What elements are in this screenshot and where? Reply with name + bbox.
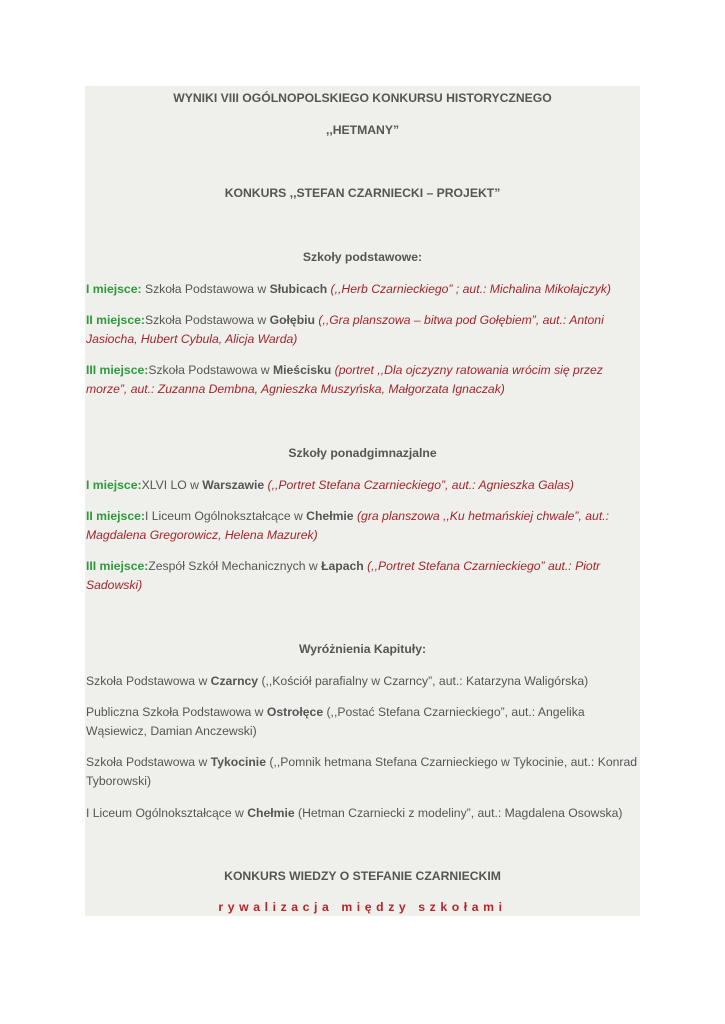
school-name: Zespół Szkół Mechanicznych w (148, 559, 322, 573)
honor-entry-2 (86, 703, 639, 741)
primary-entry-3 (86, 361, 639, 399)
school-name: I Liceum Ogólnokształcące w (86, 806, 248, 820)
honor-entry-3 (86, 753, 639, 791)
school-name: Szkoła Podstawowa w (86, 755, 211, 769)
section-heading-secondary: Szkoły ponadgimnazjalne (288, 446, 437, 460)
work-description: (Hetman Czarniecki z modeliny”, aut.: Magdalena Osowska) (294, 806, 623, 820)
town-name: Czarncy (210, 674, 259, 688)
place-label: II miejsce: (86, 313, 145, 327)
honor-entry-1 (86, 672, 639, 691)
school-name: Szkoła Podstawowa w (144, 313, 270, 327)
town-name: Ostrołęce (266, 705, 324, 719)
contest-heading-knowledge: KONKURS WIEDZY O STEFANIE CZARNIECKIM (224, 869, 501, 883)
document-page (85, 86, 640, 916)
work-description: (,,Kościół parafialny w Czarncy”, aut.: Katarzyna Waligórska) (258, 674, 589, 688)
section-heading-honors: Wyróżnienia Kapituły: (298, 642, 427, 656)
work-description: (,,Gra planszowa – bitwa pod Gołębiem”, aut.: Antoni Jasiocha, Hubert Cybula, Alicja Warda) (86, 313, 604, 346)
work-description: (,,Pomnik hetmana Stefana Czarnieckiego w Tykocinie, aut.: Konrad Tyborowski) (86, 755, 637, 788)
school-name: XLVI LO w (141, 478, 203, 492)
town-name: Łapach (321, 559, 364, 573)
results-title: WYNIKI VIII OGÓLNOPOLSKIEGO KONKURSU HISTORYCZNEGO (173, 91, 552, 105)
secondary-entry-2 (86, 507, 639, 545)
town-name: Chełmie (306, 509, 354, 523)
town-name: Warszawie (202, 478, 265, 492)
school-name: Publiczna Szkoła Podstawowa w (86, 705, 267, 719)
primary-entry-1 (86, 280, 639, 299)
work-description: (,,Portret Stefana Czarnieckiego” aut.: Piotr Sadowski) (86, 559, 601, 592)
work-description: (gra planszowa ,,Ku hetmańskiej chwale”, aut.: Magdalena Gregorowicz, Helena Mazurek) (86, 509, 609, 542)
town-name: Chełmie (247, 806, 295, 820)
competition-name: ,,HETMANY” (325, 123, 400, 137)
town-name: Tykocinie (210, 755, 266, 769)
honor-entry-4 (86, 804, 639, 823)
town-name: Mieścisku (272, 363, 332, 377)
place-label: III miejsce: (86, 363, 149, 377)
school-name: Szkoła Podstawowa w (86, 674, 211, 688)
town-name: Słubicach (269, 282, 328, 296)
section-heading-primary: Szkoły podstawowe: (302, 250, 423, 264)
place-label: II miejsce: (86, 509, 145, 523)
school-name: I Liceum Ogólnokształcące w (144, 509, 307, 523)
work-description: (,,Postać Stefana Czarnieckiego”, aut.: Angelika Wąsiewicz, Damian Anczewski) (86, 705, 585, 738)
secondary-entry-3 (86, 557, 639, 595)
place-label: I miejsce: (86, 282, 142, 296)
primary-entry-2 (86, 311, 639, 349)
place-label: I miejsce: (86, 478, 142, 492)
school-name: Szkoła Podstawowa w (148, 363, 273, 377)
school-name: Szkoła Podstawowa w (141, 282, 270, 296)
town-name: Gołębiu (269, 313, 315, 327)
secondary-entry-1 (86, 476, 639, 495)
place-label: III miejsce: (86, 559, 149, 573)
work-description: (portret ,,Dla ojczyzny ratowania wrócim się przez morze”, aut.: Zuzanna Dembna, Agnieszka Muszyńska, Małgorzata Ignaczak) (86, 363, 603, 396)
contest-heading-project: KONKURS ,,STEFAN CZARNIECKI – PROJEKT” (224, 186, 501, 200)
work-description: (,,Portret Stefana Czarnieckiego”, aut.: Agnieszka Galas) (264, 478, 574, 492)
work-description: (,,Herb Czarnieckiego” ; aut.: Michalina Mikołajczyk) (327, 282, 611, 296)
rivalry-subheading: rywalizacja między szkołami (218, 900, 507, 914)
